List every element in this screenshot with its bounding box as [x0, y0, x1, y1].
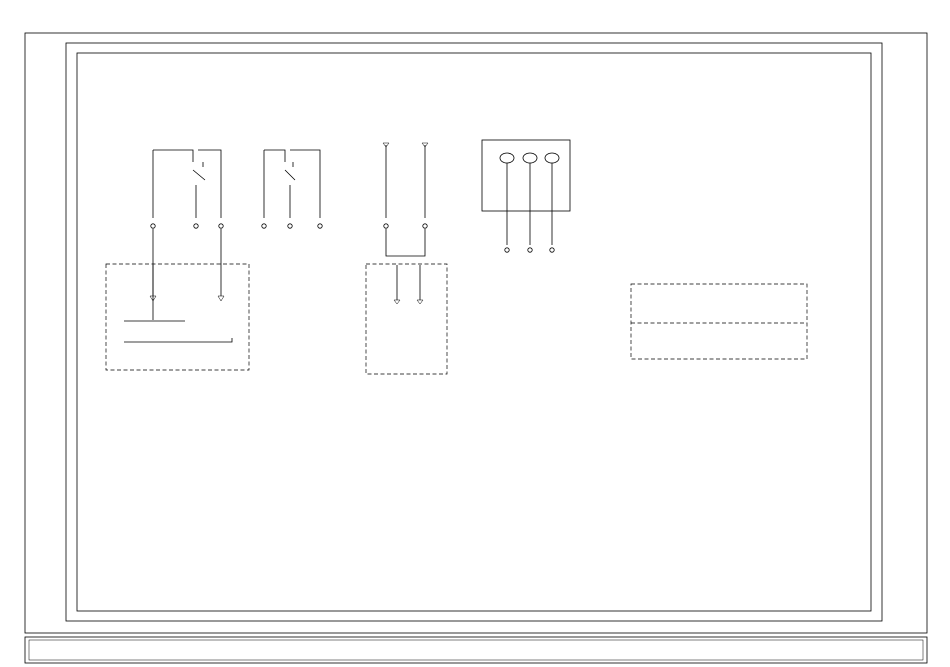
xd4-connector-box — [482, 140, 570, 211]
ka3-contact — [285, 162, 295, 218]
rs485-section — [482, 140, 570, 252]
ga-box-wires — [153, 265, 221, 296]
title-block-inner — [29, 640, 923, 660]
remote-onoff-section — [366, 143, 447, 374]
remote-box-wires — [397, 265, 420, 300]
terminal-x8-301 — [528, 248, 532, 252]
terminal-x5-gnd — [423, 224, 427, 228]
remote-box-arrows — [394, 300, 423, 304]
remote-arrows — [383, 143, 428, 147]
rs485-pin-3-icon — [545, 153, 559, 163]
terminal-x5-45 — [194, 224, 198, 228]
terminal-x8-300 — [505, 248, 509, 252]
title-block — [25, 637, 927, 663]
terminal-x5-21 — [318, 224, 322, 228]
ga-wiring — [153, 150, 221, 218]
remote-bridge — [386, 229, 425, 256]
rs485-pin-2-icon — [523, 153, 537, 163]
terminal-x5-19 — [219, 224, 223, 228]
inner-border — [77, 53, 871, 611]
general-alarm-section — [106, 150, 249, 370]
ga-box-lines — [124, 321, 232, 342]
terminal-x5-26 — [288, 224, 292, 228]
legend-box — [631, 284, 807, 359]
ga-arrows — [150, 296, 224, 301]
terminal-x8-302 — [550, 248, 554, 252]
state-machine-section — [262, 150, 322, 228]
rs485-wires — [507, 163, 552, 245]
ga-drop-wires — [153, 229, 221, 320]
rs485-pin-1-icon — [500, 153, 514, 163]
remote-supply-wires — [386, 145, 425, 218]
notes-legend — [631, 284, 807, 359]
terminal-x5-1b3 — [384, 224, 388, 228]
sm-wiring — [264, 150, 320, 218]
remote-dashed-box — [366, 264, 447, 374]
outer-frame — [25, 33, 927, 633]
drawing-border — [66, 43, 882, 621]
rs485-connector-pins — [500, 153, 559, 163]
ka2-contact — [193, 162, 205, 218]
terminal-x5-28 — [262, 224, 266, 228]
terminal-x5-16 — [151, 224, 155, 228]
ga-dashed-box — [106, 264, 249, 370]
